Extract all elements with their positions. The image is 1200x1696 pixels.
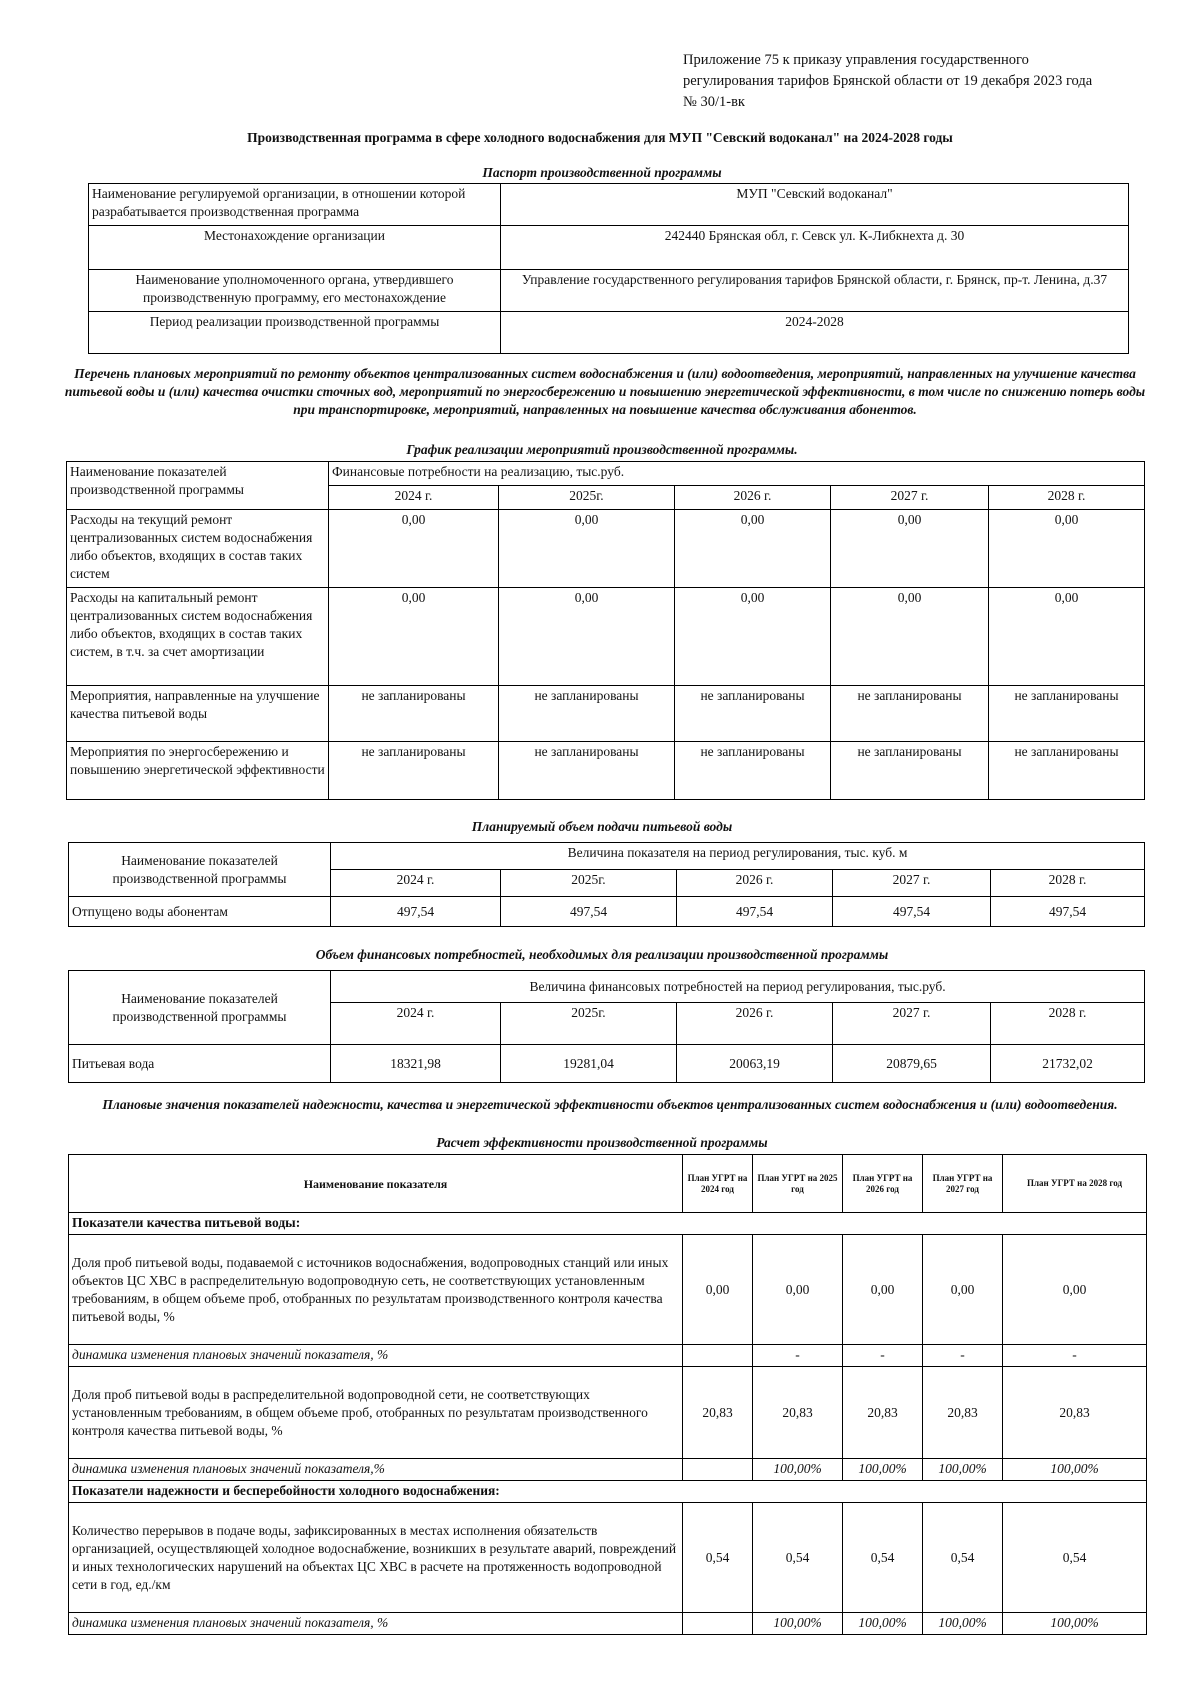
passport-value: 2024-2028 <box>501 312 1129 354</box>
row-label: Мероприятия по энергосбережению и повышению энергетической эффективности <box>67 742 329 800</box>
cell-value <box>683 1613 753 1635</box>
cell-value: 100,00% <box>1003 1459 1147 1481</box>
cell-value: 20,83 <box>1003 1367 1147 1459</box>
cell-value: не запланированы <box>989 742 1145 800</box>
table-row <box>67 510 1145 588</box>
cell-value: - <box>1003 1345 1147 1367</box>
cell-value: 20,83 <box>843 1367 923 1459</box>
table-row <box>67 742 1145 800</box>
passport-value: МУП "Севский водоканал" <box>501 184 1129 226</box>
passport-row <box>89 312 1129 354</box>
cell-value: не запланированы <box>831 742 989 800</box>
efficiency-caption: Расчет эффективности производственной программы <box>436 1135 768 1150</box>
year-header: 2024 г. <box>331 1003 501 1045</box>
cell-value: 497,54 <box>501 897 677 927</box>
plan-header: План УГРТ на 2025 год <box>753 1155 843 1213</box>
finance-head-group: Величина финансовых потребностей на период регулирования, тыс.руб. <box>331 971 1145 1003</box>
year-header: 2024 г. <box>329 486 499 510</box>
cell-value: 0,00 <box>831 510 989 588</box>
cell-value: 21732,02 <box>991 1045 1145 1083</box>
cell-value: 0,00 <box>843 1235 923 1345</box>
cell-value: - <box>843 1345 923 1367</box>
indicator-label: Доля проб питьевой воды, подаваемой с источников водоснабжения, водопроводных станций или иных объектов ЦС ХВС в распределительную водопроводную сеть, не соответствующих установленным требованиям, в общем объеме проб, отобранных по результатам производственного контроля качества питьевой воды, % <box>69 1235 683 1345</box>
passport-label: Наименование регулируемой организации, в отношении которой разрабатывается производственная программа <box>89 184 501 226</box>
table-row <box>69 1367 1147 1459</box>
year-header: 2028 г. <box>989 486 1145 510</box>
year-header: 2026 г. <box>677 870 833 897</box>
cell-value: не запланированы <box>329 742 499 800</box>
year-header: 2028 г. <box>991 1003 1145 1045</box>
finance-head-label: Наименование показателей производственной программы <box>69 971 331 1045</box>
dynamics-label: динамика изменения плановых значений показателя, % <box>69 1345 683 1367</box>
cell-value: 100,00% <box>843 1459 923 1481</box>
cell-value: 20879,65 <box>833 1045 991 1083</box>
schedule-table <box>66 461 1145 800</box>
cell-value: 497,54 <box>331 897 501 927</box>
passport-label: Период реализации производственной программы <box>89 312 501 354</box>
appendix-line-3: № 30/1-вк <box>683 94 745 110</box>
year-header: 2027 г. <box>833 870 991 897</box>
plan-header: План УГРТ на 2028 год <box>1003 1155 1147 1213</box>
passport-row <box>89 270 1129 312</box>
cell-value: - <box>753 1345 843 1367</box>
cell-value: 0,54 <box>753 1503 843 1613</box>
cell-value: 0,00 <box>675 510 831 588</box>
cell-value: 0,00 <box>989 588 1145 686</box>
cell-value: 19281,04 <box>501 1045 677 1083</box>
dynamics-label: динамика изменения плановых значений показателя,% <box>69 1459 683 1481</box>
table-row <box>69 1045 1145 1083</box>
row-label: Отпущено воды абонентам <box>69 897 331 927</box>
cell-value: 0,00 <box>831 588 989 686</box>
cell-value: 100,00% <box>1003 1613 1147 1635</box>
table-row <box>67 588 1145 686</box>
finance-caption: Объем финансовых потребностей, необходимых для реализации производственной программы <box>315 947 889 962</box>
year-header: 2024 г. <box>331 870 501 897</box>
passport-caption: Паспорт производственной программы <box>482 165 722 180</box>
cell-value: 497,54 <box>677 897 833 927</box>
passport-table <box>88 183 1129 354</box>
table-row <box>69 1613 1147 1635</box>
cell-value: не запланированы <box>675 742 831 800</box>
cell-value: 0,00 <box>675 588 831 686</box>
document-title: Производственная программа в сфере холодного водоснабжения для МУП "Севский водоканал" на 2024-2028 годы <box>247 130 953 145</box>
volume-table <box>68 842 1145 927</box>
cell-value: 0,00 <box>499 510 675 588</box>
appendix-line-1: Приложение 75 к приказу управления государственного <box>683 52 1029 68</box>
cell-value: 0,54 <box>683 1503 753 1613</box>
passport-row <box>89 184 1129 226</box>
table-row <box>69 1345 1147 1367</box>
indicator-label: Количество перерывов в подаче воды, зафиксированных в местах исполнения обязательств организацией, осуществляющей холодное водоснабжение, возникших в результате аварий, повреждений и иных технологических нарушений на объектах ЦС ХВС в расчете на протяженность водопроводной сети в год, ед./км <box>69 1503 683 1613</box>
cell-value: не запланированы <box>499 742 675 800</box>
appendix-note <box>683 50 1153 113</box>
cell-value: 100,00% <box>923 1459 1003 1481</box>
measures-caption: Перечень плановых мероприятий по ремонту объектов централизованных систем водоснабжения и (или) водоотведения, мероприятий, направленных на улучшение качества питьевой воды и (или) качества очистки сточных вод, мероприятий по энергосбережению и повышению энергетической эффективности, в том числе по снижению потерь воды при транспортировке, мероприятий, направленных на повышение качества обслуживания абонентов. <box>64 366 1146 417</box>
passport-value: 242440 Брянская обл, г. Севск ул. К-Либкнехта д. 30 <box>501 226 1129 270</box>
cell-value: 20063,19 <box>677 1045 833 1083</box>
cell-value: 0,00 <box>923 1235 1003 1345</box>
cell-value: не запланированы <box>675 686 831 742</box>
appendix-line-2: регулирования тарифов Брянской области от 19 декабря 2023 года <box>683 73 1093 89</box>
year-header: 2027 г. <box>833 1003 991 1045</box>
cell-value: 100,00% <box>843 1613 923 1635</box>
table-row <box>67 686 1145 742</box>
cell-value: не запланированы <box>499 686 675 742</box>
cell-value: не запланированы <box>831 686 989 742</box>
row-label: Расходы на капитальный ремонт централизованных систем водоснабжения либо объектов, входящих в состав таких систем, в т.ч. за счет амортизации <box>67 588 329 686</box>
table-row <box>69 1459 1147 1481</box>
cell-value: не запланированы <box>989 686 1145 742</box>
row-label: Мероприятия, направленные на улучшение качества питьевой воды <box>67 686 329 742</box>
cell-value: 18321,98 <box>331 1045 501 1083</box>
dynamics-label: динамика изменения плановых значений показателя, % <box>69 1613 683 1635</box>
plan-header: План УГРТ на 2027 год <box>923 1155 1003 1213</box>
year-header: 2026 г. <box>675 486 831 510</box>
cell-value: 0,00 <box>753 1235 843 1345</box>
cell-value: 100,00% <box>923 1613 1003 1635</box>
cell-value: 0,00 <box>989 510 1145 588</box>
cell-value: 0,54 <box>1003 1503 1147 1613</box>
year-header: 2028 г. <box>991 870 1145 897</box>
cell-value: 0,00 <box>329 510 499 588</box>
plan-header: План УГРТ на 2026 год <box>843 1155 923 1213</box>
cell-value: 497,54 <box>991 897 1145 927</box>
section-heading: Показатели надежности и бесперебойности холодного водоснабжения: <box>69 1481 1147 1503</box>
cell-value: 20,83 <box>753 1367 843 1459</box>
cell-value: 497,54 <box>833 897 991 927</box>
cell-value <box>683 1459 753 1481</box>
cell-value: не запланированы <box>329 686 499 742</box>
passport-label: Наименование уполномоченного органа, утвердившего производственную программу, его местонахождение <box>89 270 501 312</box>
row-label: Питьевая вода <box>69 1045 331 1083</box>
year-header: 2027 г. <box>831 486 989 510</box>
year-header: 2025г. <box>499 486 675 510</box>
table-row <box>69 897 1145 927</box>
cell-value: 100,00% <box>753 1459 843 1481</box>
cell-value: 0,00 <box>329 588 499 686</box>
efficiency-head-label: Наименование показателя <box>69 1155 683 1213</box>
plan-header: План УГРТ на 2024 год <box>683 1155 753 1213</box>
passport-row <box>89 226 1129 270</box>
schedule-caption: График реализации мероприятий производственной программы. <box>406 442 798 457</box>
row-label: Расходы на текущий ремонт централизованных систем водоснабжения либо объектов, входящих в состав таких систем <box>67 510 329 588</box>
indicator-label: Доля проб питьевой воды в распределительной водопроводной сети, не соответствующих установленным требованиям, в общем объеме проб, отобранных по результатам производственного контроля качества питьевой воды, % <box>69 1367 683 1459</box>
cell-value: 20,83 <box>683 1367 753 1459</box>
cell-value: 20,83 <box>923 1367 1003 1459</box>
schedule-head-group: Финансовые потребности на реализацию, тыс.руб. <box>329 462 1145 486</box>
section-heading: Показатели качества питьевой воды: <box>69 1213 1147 1235</box>
volume-head-label: Наименование показателей производственной программы <box>69 843 331 897</box>
table-row <box>69 1503 1147 1613</box>
year-header: 2026 г. <box>677 1003 833 1045</box>
cell-value: - <box>923 1345 1003 1367</box>
cell-value: 0,54 <box>843 1503 923 1613</box>
volume-head-group: Величина показателя на период регулирования, тыс. куб. м <box>331 843 1145 870</box>
year-header: 2025г. <box>501 1003 677 1045</box>
finance-table <box>68 970 1145 1083</box>
cell-value: 0,00 <box>1003 1235 1147 1345</box>
cell-value <box>683 1345 753 1367</box>
schedule-head-label: Наименование показателей производственной программы <box>67 462 329 510</box>
reliability-caption: Плановые значения показателей надежности, качества и энергетической эффективности объектов централизованных систем водоснабжения и (или) водоотведения. <box>102 1097 1118 1112</box>
volume-caption: Планируемый объем подачи питьевой воды <box>471 819 733 834</box>
passport-value: Управление государственного регулирования тарифов Брянской области, г. Брянск, пр-т. Ленина, д.37 <box>501 270 1129 312</box>
efficiency-table <box>68 1154 1147 1635</box>
cell-value: 100,00% <box>753 1613 843 1635</box>
year-header: 2025г. <box>501 870 677 897</box>
cell-value: 0,54 <box>923 1503 1003 1613</box>
table-row <box>69 1235 1147 1345</box>
cell-value: 0,00 <box>683 1235 753 1345</box>
passport-label: Местонахождение организации <box>89 226 501 270</box>
cell-value: 0,00 <box>499 588 675 686</box>
